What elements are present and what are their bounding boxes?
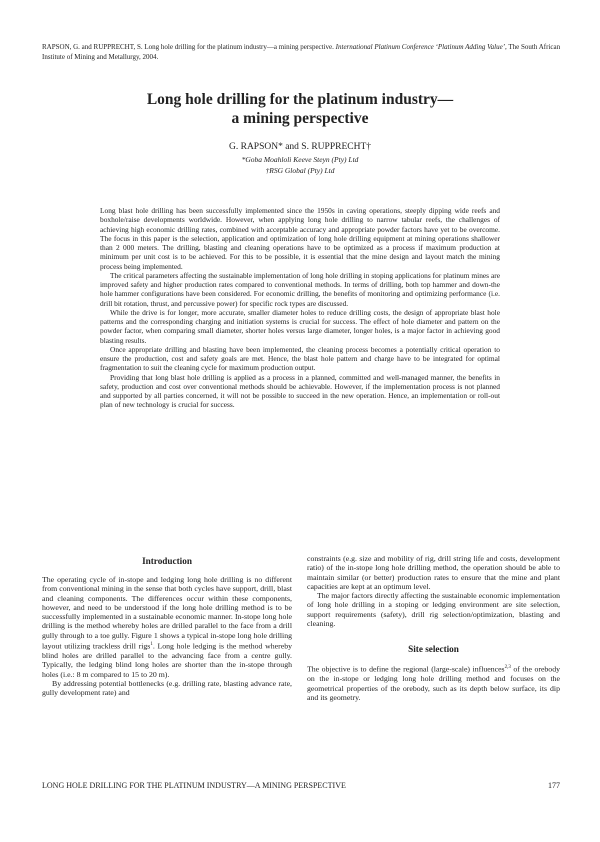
affiliation-1: *Goba Moahloli Keeve Steyn (Pty) Ltd [241, 155, 359, 164]
abstract-paragraph: The critical parameters affecting the sustainable implementation of long hole drilling in stoping applications for platinum mines are improved safety and higher production rates compared to conventional methods. In terms of drilling, both top hammer and down-the hole hammer configurations have been considered. For economic drilling, the benefits of monitoring and optimizing performance (i.e. drill bit rotation, thrust, and percussive power) for specific rock types are discussed. [100, 270, 500, 308]
reference-mark: 2,3 [504, 665, 511, 671]
body-paragraph: constraints (e.g. size and mobility of rig, drill string life and costs, development ratio) of the in-stope long hole drilling method, the operation should be able to maintain similar (or better) production rates to ensure that the mine and plant capacities are kept at an optimum level. [307, 554, 560, 591]
running-title: LONG HOLE DRILLING FOR THE PLATINUM INDUSTRY—A MINING PERSPECTIVE [42, 781, 346, 790]
section-heading-introduction: Introduction [142, 556, 192, 566]
right-column [307, 554, 560, 702]
citation-publisher: , The South African Institute of Mining and Metallurgy, 2004. [42, 43, 561, 61]
abstract-paragraph: Once appropriate drilling and blasting have been implemented, the cleaning process becomes a potentially critical operation to ensure the production, cost and safety goals are met. Hence, the blast hole pattern and charge have to be integrated for optimal fragmentation to suit the cleaning cycle for maximum production output. [100, 344, 500, 373]
reference-mark: 1 [150, 642, 153, 648]
citation-conference: International Platinum Conference ‘Platinum Adding Value’ [335, 43, 506, 51]
body-paragraph [42, 575, 292, 679]
body-paragraph: By addressing potential bottlenecks (e.g. drilling rate, blasting advance rate, gully development rate) and [42, 678, 292, 698]
title-line-2: a mining perspective [231, 110, 369, 127]
site-text: The objective is to define the regional (large-scale) influences [307, 664, 505, 674]
paper-title [60, 90, 540, 128]
left-column [42, 554, 292, 697]
affiliation-2: †RSG Global (Pty) Ltd [265, 166, 335, 175]
citation-authors-title: RAPSON, G. and RUPPRECHT, S. Long hole drilling for the platinum industry—a mining perspective. [42, 43, 336, 51]
paper-authors: G. RAPSON* and S. RUPPRECHT† [229, 142, 371, 152]
title-line-1: Long hole drilling for the platinum industry— [146, 91, 454, 108]
section-heading-site-selection: Site selection [408, 644, 459, 655]
abstract-paragraph: While the drive is for longer, more accurate, smaller diameter holes to reduce drilling costs, the design of appropriate blast hole patterns and the corresponding charging and initiation systems is crucial for success. The effect of hole diameter and pattern on the powder factor, when comparing small diameter, shorter holes versus large diameter, longer holes, is a major factor in achieving good blasting results. [100, 307, 500, 345]
abstract-paragraph: Providing that long blast hole drilling is applied as a process in a planned, committed and well-managed manner, the benefits in safety, production and cost over conventional methods should be achievable. However, if the implementation process is not planned and supported by all parties concerned, it will not be possible to succeed in the new operation. Hence, an implementation or roll-out plan of new technology is crucial for success. [100, 372, 500, 410]
citation-header [42, 42, 562, 62]
abstract-paragraph: Long blast hole drilling has been successfully implemented since the 1950s in caving operations, steeply dipping wide reefs and boxhole/raise developments worldwide. However, when applying long hole drilling to narrow tabular reefs, the challenges of achieving high economic drilling rates, combined with acceptable accuracy and appropriate powder factors have yet to be overcome. The focus in this paper is the selection, application and optimization of long hole drilling equipment at mining operations shallower than 2 000 meters. The drilling, blasting and cleaning operations have to be optimized as a process if maximum production at minimum per unit cost is to be achieved. For this to be possible, it is essential that the mine design and layout match the mining process being implemented. [100, 206, 500, 271]
page-number: 177 [548, 781, 560, 790]
abstract [100, 206, 500, 410]
intro-text: The operating cycle of in-stope and ledging long hole drilling is no different from conventional mining in the sense that both cycles have support, drill, blast and cleaning components. The differences occur within these components, however, and need to be understood if the long hole drilling method is to be successfully implemented in a sustainable economic manner. In-stope long hole drilling is the method whereby holes are drilled parallel to the face from a drill gully through to a toe gully. Figure 1 shows a typical in-stope long hole drilling layout utilizing trackless drill rigs [42, 575, 292, 651]
site-text-continued: of the orebody on the in-stope or ledging long hole drilling method and focuses on the geometrical properties of the orebody, such as its depth below surface, its dip and its geometry. [307, 664, 560, 702]
body-paragraph: The major factors directly affecting the sustainable economic implementation of long hole drilling in a stoping or ledging environment are site selection, support requirements (safety), drill rig selection/optimization, blasting and cleaning. [307, 591, 560, 629]
intro-text-continued: . Long hole ledging is the method whereby blind holes are drilled parallel to the advancing face from a centre gully. Typically, the ledging blind long holes are shorter than the in-stope through holes (i.e.: 8 m compared to 15 to 20 m). [42, 641, 292, 679]
body-paragraph [307, 663, 560, 702]
